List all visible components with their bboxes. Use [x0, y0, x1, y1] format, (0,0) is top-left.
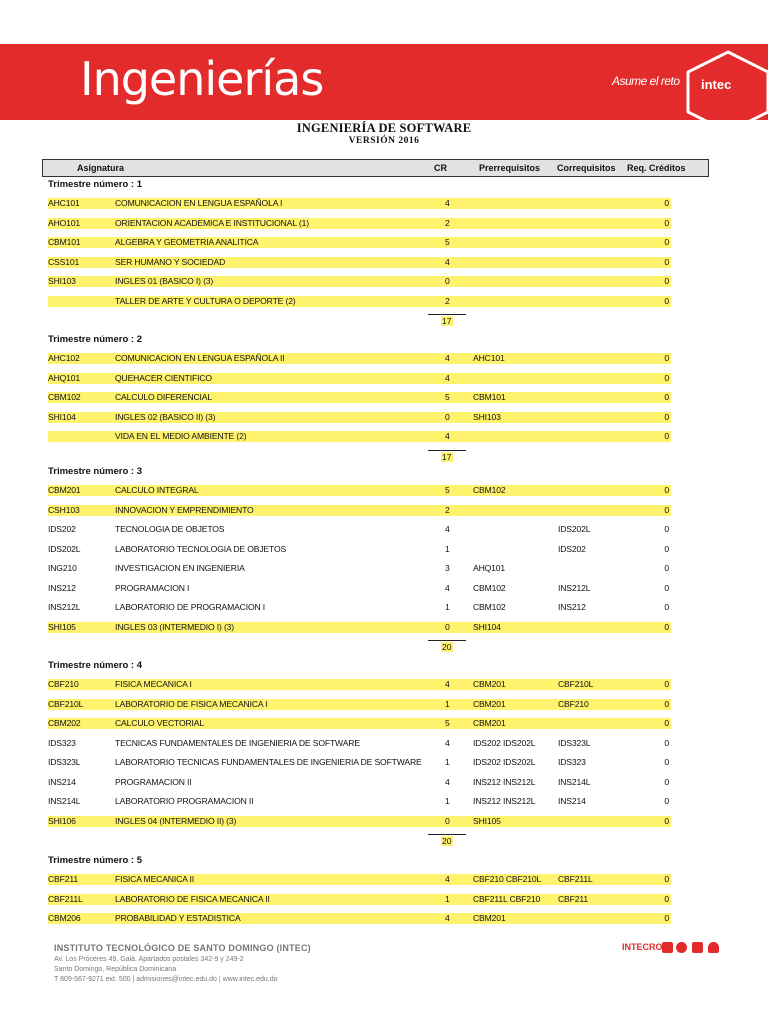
table-row [48, 431, 671, 442]
course-credits: 5 [445, 718, 450, 728]
course-name: FISICA MECANICA I [115, 679, 192, 689]
course-credits: 4 [445, 431, 450, 441]
trimestre-title: Trimestre número : 3 [48, 466, 142, 477]
course-name: TALLER DE ARTE Y CULTURA O DEPORTE (2) [115, 295, 296, 306]
course-corequisites: INS212L [558, 582, 591, 593]
table-row [48, 874, 671, 885]
course-name: INNOVACION Y EMPRENDIMIENTO [115, 504, 254, 515]
trimestre-total [428, 450, 466, 461]
course-credits: 1 [445, 543, 450, 554]
course-name: INGLES 04 (INTERMEDIO II) (3) [115, 815, 237, 826]
course-corequisites: IDS202 [558, 543, 586, 554]
footer-org: INSTITUTO TECNOLÓGICO DE SANTO DOMINGO (INTEC) [54, 943, 311, 953]
trimestre-total [428, 314, 466, 325]
footer-city: Santo Domingo, República Dominicana [54, 966, 177, 973]
course-req-credits: 0 [664, 582, 669, 593]
course-req-credits: 0 [664, 524, 669, 534]
trimestre-total-value: 20 [442, 642, 452, 652]
course-name: FISICA MECANICA II [115, 874, 194, 884]
course-credits: 1 [445, 893, 450, 904]
course-code: AHC101 [48, 198, 80, 208]
course-code: INS214L [48, 796, 81, 806]
course-credits: 0 [445, 276, 450, 286]
course-req-credits: 0 [664, 353, 669, 363]
course-req-credits: 0 [664, 621, 669, 632]
table-row [48, 544, 671, 555]
course-prerequisites: CBM102 [473, 602, 506, 612]
course-code: CBF211 [48, 874, 78, 884]
course-corequisites: INS214 [558, 796, 586, 806]
course-credits: 4 [445, 524, 450, 534]
table-row [48, 796, 671, 807]
course-req-credits: 0 [664, 392, 669, 402]
course-name: CALCULO VECTORIAL [115, 718, 204, 728]
course-prerequisites: AHC101 [473, 353, 505, 363]
course-credits: 2 [445, 217, 450, 228]
footer-social-label: INTECRO [622, 942, 663, 952]
course-code: IDS323 [48, 737, 76, 748]
table-row [48, 894, 671, 905]
course-credits: 1 [445, 796, 450, 806]
twitter-icon[interactable] [676, 942, 687, 953]
course-credits: 5 [445, 392, 450, 402]
instagram-icon[interactable] [692, 942, 703, 953]
course-code: CBM201 [48, 485, 81, 495]
course-credits: 5 [445, 237, 450, 247]
table-row [48, 373, 671, 384]
course-code: CBM206 [48, 913, 81, 923]
course-req-credits: 0 [664, 198, 669, 208]
table-row [48, 757, 671, 768]
table-row [48, 622, 671, 633]
course-credits: 1 [445, 602, 450, 612]
course-name: INGLES 03 (INTERMEDIO I) (3) [115, 621, 234, 632]
course-name: ORIENTACION ACADEMICA E INSTITUCIONAL (1) [115, 217, 309, 228]
course-credits: 3 [445, 563, 450, 573]
course-prerequisites: IDS202 IDS202L [473, 737, 536, 748]
course-name: TECNICAS FUNDAMENTALES DE INGENIERIA DE SOFTWARE [115, 737, 360, 748]
course-credits: 5 [445, 485, 450, 495]
course-code: CBF210 [48, 679, 79, 689]
course-credits: 4 [445, 874, 450, 884]
trimestre-title: Trimestre número : 1 [48, 179, 142, 190]
facebook-icon[interactable] [662, 942, 673, 953]
table-row [48, 718, 671, 729]
course-name: LABORATORIO DE FISICA MECANICA I [115, 698, 268, 709]
course-code: ING210 [48, 563, 77, 573]
course-name: INGLES 02 (BASICO II) (3) [115, 411, 216, 422]
course-req-credits: 0 [664, 679, 669, 689]
course-code: AHO101 [48, 217, 81, 228]
course-req-credits: 0 [664, 874, 669, 884]
course-code: CBM102 [48, 392, 81, 402]
course-name: LABORATORIO TECNICAS FUNDAMENTALES DE INGENIERIA DE SOFTWARE [115, 757, 422, 767]
course-prerequisites: SHI103 [473, 411, 501, 422]
snapchat-icon[interactable] [708, 942, 719, 953]
table-row [48, 485, 671, 496]
course-req-credits: 0 [664, 411, 669, 422]
course-name: PROGRAMACION I [115, 582, 190, 593]
course-code: SHI105 [48, 621, 76, 632]
course-code: CBM202 [48, 718, 81, 728]
course-req-credits: 0 [664, 485, 669, 495]
course-req-credits: 0 [664, 718, 669, 728]
course-credits: 2 [445, 504, 450, 515]
course-name: LABORATORIO DE PROGRAMACION I [115, 602, 266, 612]
document-version: VERSIÓN 2016 [348, 136, 420, 146]
course-prerequisites: CBM102 [473, 582, 506, 593]
course-name: COMUNICACION EN LENGUA ESPAÑOLA II [115, 353, 285, 363]
course-name: INVESTIGACION EN INGENIERIA [115, 563, 245, 573]
course-req-credits: 0 [664, 276, 669, 286]
course-code: SHI103 [48, 276, 76, 286]
course-req-credits: 0 [664, 602, 669, 612]
course-name: CALCULO INTEGRAL [115, 485, 199, 495]
course-credits: 0 [445, 815, 450, 826]
course-req-credits: 0 [664, 295, 669, 306]
course-code: IDS323L [48, 757, 81, 767]
course-req-credits: 0 [664, 913, 669, 923]
trimestre-total-value: 17 [442, 451, 452, 462]
course-code: IDS202L [48, 543, 81, 554]
table-row [48, 198, 671, 209]
course-code: CSS101 [48, 256, 80, 267]
course-corequisites: INS212 [558, 602, 586, 612]
course-name: PROBABILIDAD Y ESTADISTICA [115, 913, 241, 923]
course-credits: 0 [445, 411, 450, 422]
course-prerequisites: CBM101 [473, 392, 506, 402]
course-corequisites: IDS202L [558, 524, 591, 534]
course-name: INGLES 01 (BASICO I) (3) [115, 276, 214, 286]
trimestre-title: Trimestre número : 5 [48, 855, 142, 866]
course-name: LABORATORIO TECNOLOGIA DE OBJETOS [115, 543, 287, 554]
course-name: LABORATORIO DE FISICA MECANICA II [115, 893, 270, 904]
trimestre-total [428, 834, 466, 845]
course-name: CALCULO DIFERENCIAL [115, 392, 212, 402]
course-prerequisites: CBM201 [473, 698, 506, 709]
table-row [48, 602, 671, 613]
course-credits: 1 [445, 698, 450, 709]
trimestre-total [428, 640, 466, 651]
table-row [48, 353, 671, 364]
course-code: CBF210L [48, 698, 84, 709]
course-name: QUEHACER CIENTIFICO [115, 372, 212, 383]
course-credits: 4 [445, 198, 450, 208]
course-prerequisites: AHQ101 [473, 563, 506, 573]
table-row [48, 913, 671, 924]
table-row [48, 296, 671, 307]
course-corequisites: INS214L [558, 776, 591, 787]
course-name: LABORATORIO PROGRAMACION II [115, 796, 254, 806]
table-row [48, 237, 671, 248]
course-corequisites: IDS323 [558, 757, 586, 767]
footer-address: Av. Los Próceres 49, Galá. Apartados postales 342-9 y 249-2 [54, 956, 244, 963]
course-code: CBF211L [48, 893, 83, 904]
table-row [48, 392, 671, 403]
course-credits: 4 [445, 256, 450, 267]
header-banner [0, 44, 768, 120]
course-credits: 4 [445, 353, 450, 363]
course-prerequisites: SHI105 [473, 815, 501, 826]
course-code: SHI104 [48, 411, 76, 422]
course-name: ALGEBRA Y GEOMETRIA ANALITICA [115, 237, 259, 247]
intec-logo-text: intec [701, 77, 732, 92]
trimestre-total-value: 17 [442, 316, 452, 326]
course-prerequisites: CBM102 [473, 485, 506, 495]
table-row [48, 218, 671, 229]
banner-title: Ingenierías [80, 52, 324, 106]
course-credits: 4 [445, 913, 450, 923]
course-credits: 2 [445, 295, 450, 306]
course-req-credits: 0 [664, 737, 669, 748]
course-prerequisites: CBF211L CBF210 [473, 893, 541, 904]
header-req-creditos: Req. Créditos [627, 163, 686, 173]
course-corequisites: CBF211 [558, 893, 588, 904]
course-code: AHQ101 [48, 372, 81, 383]
table-header [42, 159, 709, 177]
course-credits: 4 [445, 679, 450, 689]
course-code: IDS202 [48, 524, 76, 534]
course-code: AHC102 [48, 353, 80, 363]
course-name: COMUNICACION EN LENGUA ESPAÑOLA I [115, 198, 283, 208]
course-req-credits: 0 [664, 815, 669, 826]
trimestre-title: Trimestre número : 4 [48, 660, 142, 671]
header-correquisitos: Correquisitos [557, 163, 616, 173]
trimestre-total-value: 20 [442, 836, 452, 846]
header-cr: CR [434, 163, 447, 173]
course-corequisites: IDS323L [558, 737, 591, 748]
course-req-credits: 0 [664, 543, 669, 554]
course-req-credits: 0 [664, 563, 669, 573]
course-req-credits: 0 [664, 796, 669, 806]
course-req-credits: 0 [664, 504, 669, 515]
footer-contact: T 809-567-9271 ext. 500 | admisiones@intec.edu.do | www.intec.edu.do [54, 976, 278, 983]
table-row [48, 699, 671, 710]
course-name: SER HUMANO Y SOCIEDAD [115, 256, 226, 267]
course-req-credits: 0 [664, 372, 669, 383]
course-code: CSH103 [48, 504, 80, 515]
header-asignatura: Asignatura [77, 163, 125, 173]
table-row [48, 563, 671, 574]
course-req-credits: 0 [664, 431, 669, 441]
course-corequisites: CBF210 [558, 698, 589, 709]
course-req-credits: 0 [664, 217, 669, 228]
course-prerequisites: CBM201 [473, 913, 506, 923]
table-row [48, 505, 671, 516]
course-code: INS214 [48, 776, 76, 787]
document-title: INGENIERÍA DE SOFTWARE [296, 121, 472, 135]
table-row [48, 276, 671, 287]
course-req-credits: 0 [664, 256, 669, 267]
course-prerequisites: INS212 INS212L [473, 776, 536, 787]
course-credits: 4 [445, 776, 450, 787]
table-row [48, 738, 671, 749]
table-row [48, 679, 671, 690]
table-row [48, 777, 671, 788]
course-corequisites: CBF210L [558, 679, 594, 689]
course-prerequisites: CBM201 [473, 718, 506, 728]
course-prerequisites: INS212 INS212L [473, 796, 536, 806]
course-req-credits: 0 [664, 237, 669, 247]
header-prerrequisitos: Prerrequisitos [479, 163, 541, 173]
table-row [48, 583, 671, 594]
course-name: VIDA EN EL MEDIO AMBIENTE (2) [115, 431, 247, 441]
course-req-credits: 0 [664, 698, 669, 709]
banner-slogan: Asume el reto [612, 74, 680, 88]
course-req-credits: 0 [664, 757, 669, 767]
table-row [48, 257, 671, 268]
course-req-credits: 0 [664, 893, 669, 904]
course-prerequisites: SHI104 [473, 621, 501, 632]
trimestre-title: Trimestre número : 2 [48, 334, 142, 345]
course-credits: 4 [445, 737, 450, 748]
course-prerequisites: CBF210 CBF210L [473, 874, 542, 884]
course-code: INS212 [48, 582, 76, 593]
table-row [48, 412, 671, 423]
course-code: CBM101 [48, 237, 81, 247]
course-name: PROGRAMACION II [115, 776, 192, 787]
course-req-credits: 0 [664, 776, 669, 787]
course-credits: 0 [445, 621, 450, 632]
course-code: INS212L [48, 602, 81, 612]
course-prerequisites: IDS202 IDS202L [473, 757, 536, 767]
course-corequisites: CBF211L [558, 874, 593, 884]
course-credits: 4 [445, 372, 450, 383]
course-prerequisites: CBM201 [473, 679, 506, 689]
table-row [48, 816, 671, 827]
course-credits: 1 [445, 757, 450, 767]
course-credits: 4 [445, 582, 450, 593]
course-code: SHI106 [48, 815, 76, 826]
table-row [48, 524, 671, 535]
course-name: TECNOLOGIA DE OBJETOS [115, 524, 225, 534]
